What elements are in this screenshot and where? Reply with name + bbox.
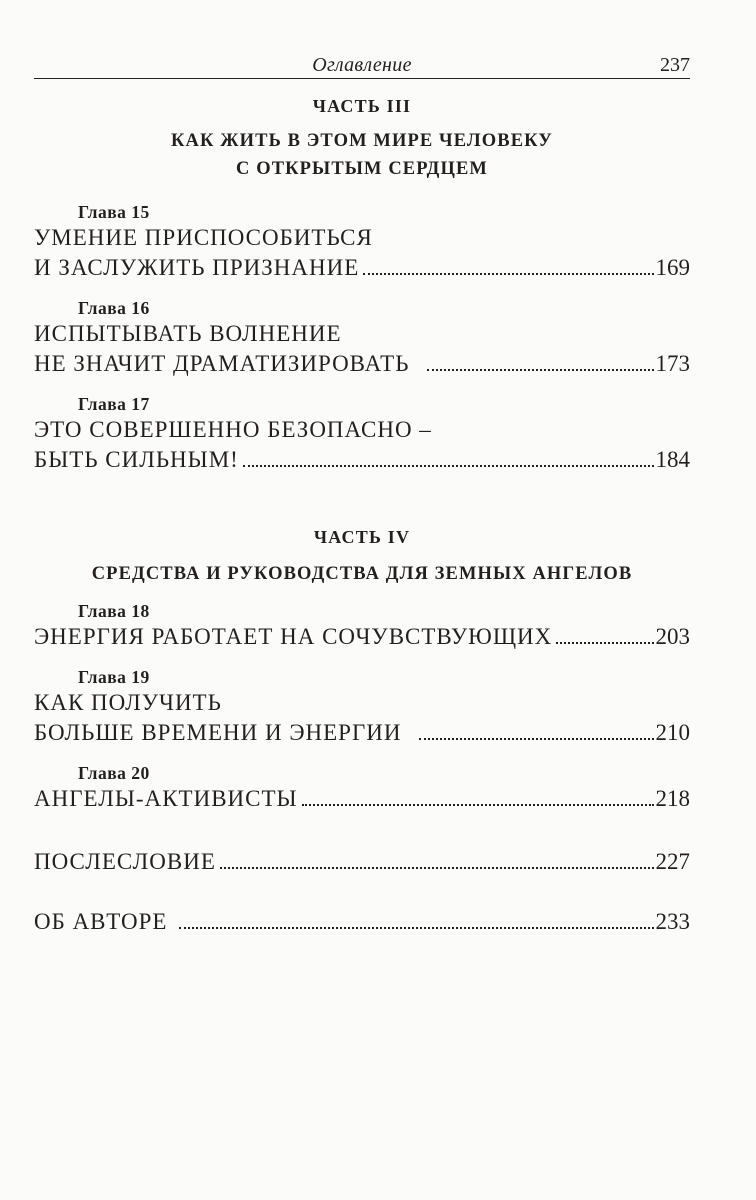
page-ref: 227 [655, 849, 690, 874]
toc-entry[interactable] [34, 201, 690, 283]
chapter-title: КАК ПОЛУЧИТЬ [34, 690, 222, 715]
chapter-title: И ЗАСЛУЖИТЬ ПРИЗНАНИЕ [34, 255, 360, 280]
dot-leader [556, 642, 653, 644]
page-ref: 218 [655, 786, 690, 811]
part-label: ЧАСТЬ IV [313, 527, 411, 547]
chapter-title: ИСПЫТЫВАТЬ ВОЛНЕНИЕ [34, 321, 342, 346]
toc-page [34, 50, 690, 937]
chapter-title: АНГЕЛЫ-АКТИВИСТЫ [34, 786, 298, 811]
page-ref: 173 [655, 351, 690, 376]
chapter-label: Глава 15 [78, 202, 150, 222]
toc-line [34, 784, 690, 814]
dot-leader [220, 867, 654, 869]
running-head [34, 50, 690, 79]
dot-leader [302, 804, 654, 806]
toc-line [34, 349, 690, 379]
dot-leader [419, 738, 653, 740]
chapter-title: НЕ ЗНАЧИТ ДРАМАТИЗИРОВАТЬ [34, 351, 410, 376]
toc-entry[interactable] [34, 666, 690, 748]
part-title: СРЕДСТВА И РУКОВОДСТВА ДЛЯ ЗЕМНЫХ АНГЕЛОВ [91, 564, 633, 584]
page-ref: 184 [655, 447, 690, 472]
toc-entry[interactable] [34, 393, 690, 475]
running-title: Оглавление [312, 54, 412, 76]
toc-entry[interactable] [34, 762, 690, 814]
entry-title: ПОСЛЕСЛОВИЕ [34, 849, 216, 874]
dot-leader [427, 369, 653, 371]
page-ref: 210 [655, 720, 690, 745]
page-ref: 169 [655, 255, 690, 280]
chapter-label: Глава 19 [78, 667, 150, 687]
chapter-title: БЫТЬ СИЛЬНЫМ! [34, 447, 239, 472]
toc-entry-afterword[interactable] [34, 847, 690, 877]
chapter-label: Глава 16 [78, 298, 150, 318]
toc-line [34, 253, 690, 283]
toc-entry[interactable] [34, 297, 690, 379]
chapter-title: ЭНЕРГИЯ РАБОТАЕТ НА СОЧУВСТВУЮЩИХ [34, 624, 553, 649]
chapter-title: ЭТО СОВЕРШЕННО БЕЗОПАСНО – [34, 417, 432, 442]
page-ref: 233 [655, 909, 690, 934]
dot-leader [243, 465, 654, 467]
toc-line [34, 445, 690, 475]
toc-line [34, 622, 690, 652]
chapter-label: Глава 20 [78, 763, 150, 783]
toc-entry-about-author[interactable] [34, 907, 690, 937]
toc-entry[interactable] [34, 600, 690, 652]
toc-line [34, 718, 690, 748]
chapter-label: Глава 17 [78, 394, 150, 414]
dot-leader [363, 273, 653, 275]
chapter-label: Глава 18 [78, 601, 150, 621]
entry-title: ОБ АВТОРЕ [34, 909, 168, 934]
chapter-title: УМЕНИЕ ПРИСПОСОБИТЬСЯ [34, 225, 373, 250]
page-number: 237 [660, 54, 690, 76]
part-label: ЧАСТЬ III [312, 96, 412, 116]
chapter-title: БОЛЬШЕ ВРЕМЕНИ И ЭНЕРГИИ [34, 720, 402, 745]
part-title: С ОТКРЫТЫМ СЕРДЦЕМ [236, 159, 488, 179]
page-ref: 203 [655, 624, 690, 649]
dot-leader [179, 927, 653, 929]
part-title: КАК ЖИТЬ В ЭТОМ МИРЕ ЧЕЛОВЕКУ [171, 131, 553, 151]
